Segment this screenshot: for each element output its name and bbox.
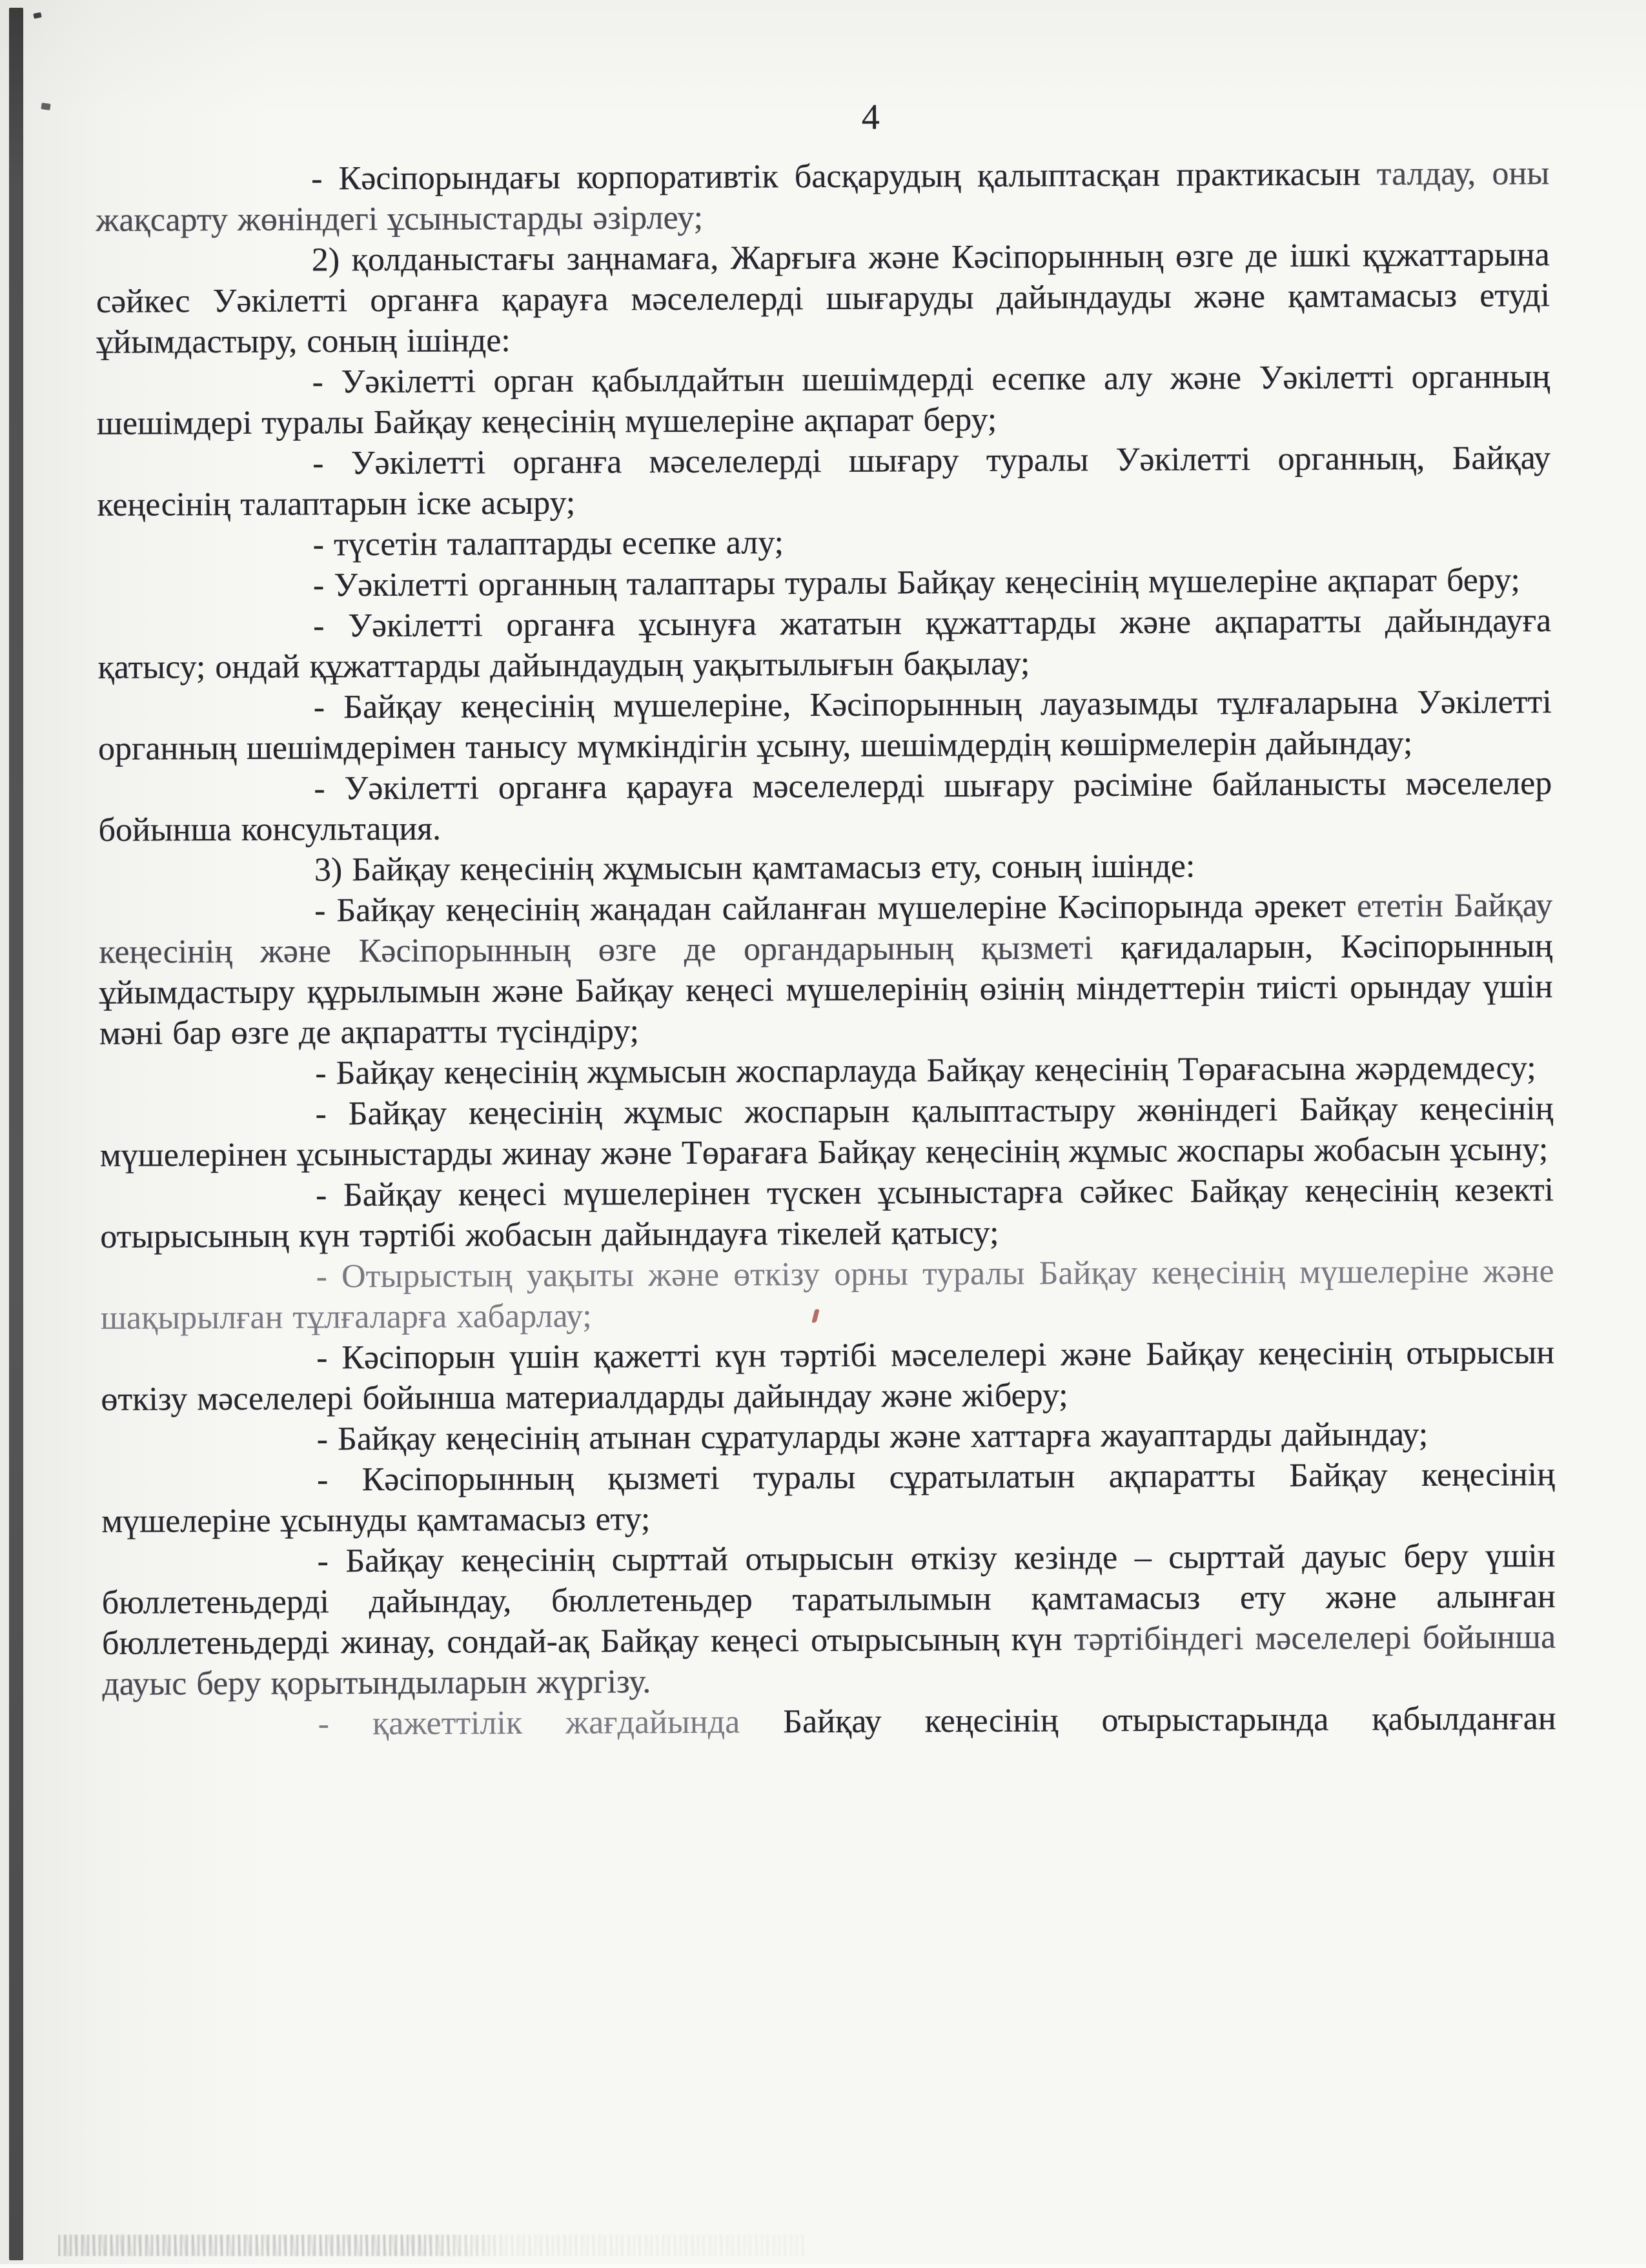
text-segment: мүшелеріне және шақырылған тұлғаларға хабарлау; xyxy=(100,1253,1554,1337)
text-segment: қағидаларын, Кәсіпорынның ұйымдастыру құрылымын және Байқау кеңесі мүшелерінің өзінің міндеттерін тиісті орындау үшін мәні бар өзге де ақпаратты түсіндіру; xyxy=(99,927,1553,1052)
text-segment: - Кәсіпорын үшін қажетті күн тәртібі мәселелері және Байқау кеңесінің отырысын өткізу мәселелері бойынша материалдарды дайындау және жіберу; xyxy=(101,1334,1555,1418)
paragraph xyxy=(101,1454,1556,1542)
paragraph xyxy=(96,356,1550,444)
document-body xyxy=(96,153,1556,1745)
paragraph xyxy=(100,1251,1554,1339)
paragraph xyxy=(98,763,1552,851)
text-segment: - Байқау кеңесінің жұмысын жоспарлауда Байқау кеңесінің Төрағасына жәрдемдесу; xyxy=(315,1049,1536,1092)
paragraph xyxy=(97,438,1551,525)
paragraph xyxy=(101,1535,1556,1705)
paragraph xyxy=(96,234,1550,363)
text-segment: - Байқау кеңесінің жаңадан сайланған мүшелеріне Кәсіпорында әрекет xyxy=(314,887,1357,929)
paragraph xyxy=(98,682,1552,769)
text-segment: - Байқау кеңесі мүшелерінен түскен ұсыныстарға сәйкес Байқау кеңесінің кезекті отырысының күн тәртібі жобасын дайындауға тікелей қатысу; xyxy=(100,1171,1554,1255)
paragraph xyxy=(99,844,1552,891)
paragraph xyxy=(101,1413,1555,1461)
paragraph xyxy=(101,1332,1555,1420)
text-segment: ететін Байқау кеңесінің және Кәсіпорынның өзге де органдарының қызметі xyxy=(99,887,1553,971)
text-segment: - түсетін талаптарды есепке алу; xyxy=(312,524,784,563)
text-segment: - Уәкілетті органға қарауға мәселелерді шығару рәсіміне байланысты мәселелер бойынша консультация. xyxy=(98,765,1552,849)
text-segment: талдау, оны жақсарту жөніндегі ұсыныстарды әзірлеу; xyxy=(96,155,1550,239)
paragraph xyxy=(100,1169,1554,1257)
text-segment: - Уәкілетті орган қабылдайтын шешімдерді есепке алу және Уәкілетті органның шешімдері туралы Байқау кеңесінің мүшелеріне ақпарат беру; xyxy=(96,358,1550,442)
text-segment: - Кәсіпорындағы корпоративтік басқарудың қалыптасқан практикасын xyxy=(311,156,1377,197)
paragraph xyxy=(97,600,1552,688)
text-segment: - Уәкілетті органға ұсынуға жататын құжаттарды және ақпаратты дайындауға қатысу; ондай құжаттарды дайындаудың уақытылығын бақылау; xyxy=(97,602,1552,686)
text-segment: 3) Байқау кеңесінің жұмысын қамтамасыз ету, соның ішінде: xyxy=(314,847,1195,889)
text-segment: - Кәсіпорынның қызметі туралы сұратылатын ақпаратты Байқау кеңесінің мүшелеріне ұсынуды қамтамасыз ету; xyxy=(101,1456,1556,1540)
paragraph xyxy=(99,885,1553,1054)
page-number: 4 xyxy=(861,97,880,137)
text-segment: 2) қолданыстағы заңнамаға, Жарғыға және Кәсіпорынның өзге де ішкі құжаттарына сәйкес Уәкілетті органға қарауға мәселелерді шығаруды дайындауды және қамтамасыз етуді ұйымдастыру, соның ішінде: xyxy=(96,236,1550,361)
paragraph xyxy=(99,1088,1554,1176)
text-segment: - Байқау кеңесінің мүшелеріне, Кәсіпорынның лауазымды тұлғаларына Уәкілетті органның шешімдерімен танысу мүмкіндігін ұсыну, шешімдердің көшірмелерін дайындау; xyxy=(97,683,1552,767)
paragraph xyxy=(96,153,1550,241)
text-segment: тәртібіндегі мәселелері бойынша дауыс беру қорытындыларын жүргізу. xyxy=(102,1619,1556,1703)
paragraph xyxy=(103,1698,1556,1745)
text-segment: Байқау кеңесінің отырыстарында қабылданған xyxy=(783,1700,1556,1741)
text-segment: - Уәкілетті органның талаптары туралы Байқау кеңесінің мүшелеріне ақпарат беру; xyxy=(312,562,1521,604)
paragraph xyxy=(97,560,1551,607)
text-segment: - қажеттілік жағдайында xyxy=(318,1703,784,1743)
text-segment: - Байқау кеңесінің атынан сұратуларды және хаттарға жауаптарды дайындау; xyxy=(316,1415,1428,1458)
paragraph xyxy=(97,519,1551,566)
text-segment: - Байқау кеңесінің сырттай отырысын өткізу кезінде – сырттай дауыс беру үшін бюллетеньдерді дайындау, бюллетеньдер таратылымын қамтамасыз ету және алынған бюллетеньдерді жинау, сондай-ақ Байқау кеңесі отырысының күн xyxy=(101,1537,1556,1662)
paragraph xyxy=(99,1048,1553,1095)
text-segment: - Отырыстың уақыты және өткізу орны туралы Байқау кеңесінің xyxy=(316,1253,1300,1295)
text-segment: - Уәкілетті органға мәселелерді шығару туралы Уәкілетті органның, Байқау кеңесінің талаптарын іске асыру; xyxy=(97,440,1551,523)
text-segment: - Байқау кеңесінің жұмыс жоспарын қалыптастыру жөніндегі Байқау кеңесінің мүшелерінен ұсыныстарды жинау және Төрағаға Байқау кеңесінің жұмыс жоспары жобасын ұсыну; xyxy=(99,1090,1554,1174)
